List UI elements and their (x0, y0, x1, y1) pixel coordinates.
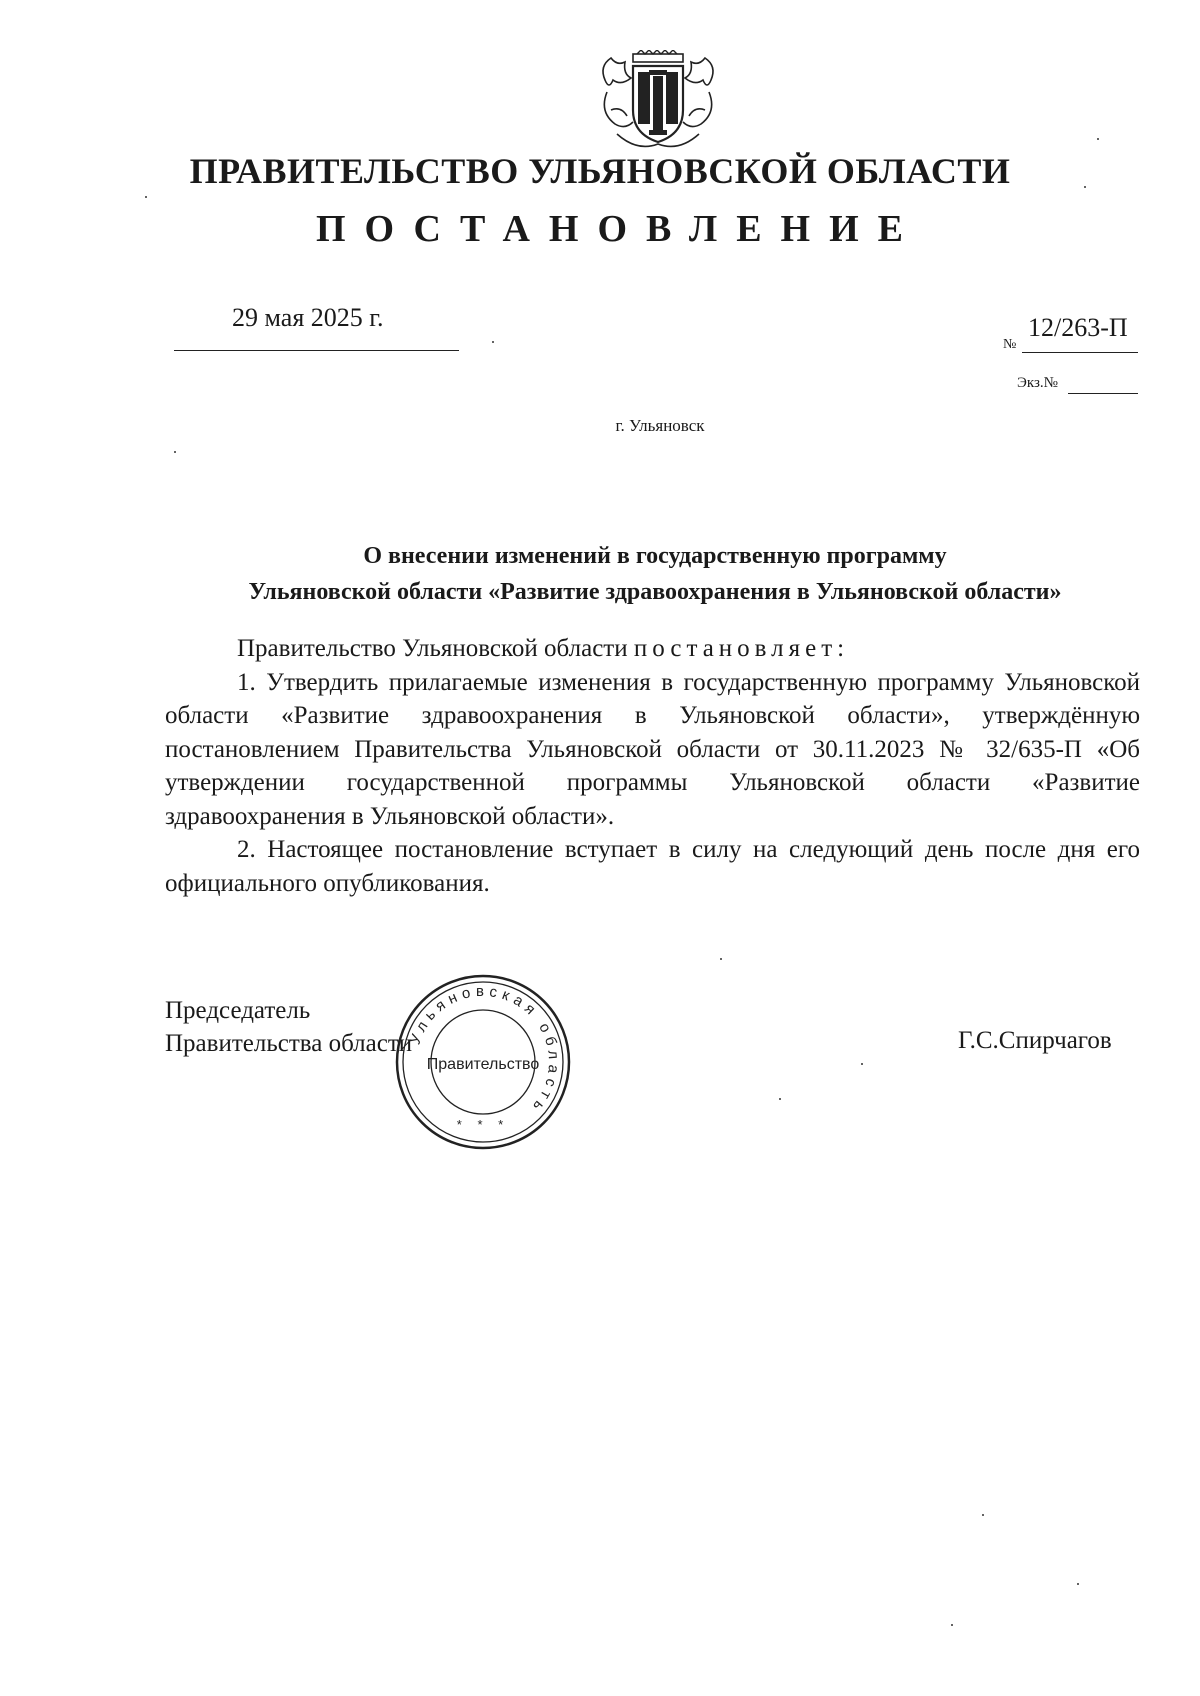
scan-speck (174, 451, 176, 453)
scan-speck (951, 1624, 953, 1626)
scan-speck (492, 341, 494, 343)
number-underline (1022, 352, 1138, 353)
document-date: 29 мая 2025 г. (232, 303, 384, 332)
official-seal-icon (394, 973, 572, 1151)
date-underline (174, 350, 459, 351)
resolution-intro (165, 632, 1140, 666)
scan-speck (1077, 1583, 1079, 1585)
resolution-item-1: 1. Утвердить прилагаемые изменения в государственную программу Ульяновской области «Развитие здравоохранения в Ульяновской области», утверждённую постановлением Правительства Ульяновской области от 30.11.2023 № 32/635-П «Об утверждении государственной программы Ульяновской области «Развитие здравоохранения в Ульяновской области». (165, 668, 1140, 830)
scan-speck (1084, 186, 1086, 188)
subject-line-1: О внесении изменений в государственную программу (363, 543, 947, 569)
copy-number-label: Экз.№ (1017, 375, 1058, 391)
scan-speck (861, 1063, 863, 1065)
subject-line-2: Ульяновской области «Развитие здравоохранения в Ульяновской области» (248, 579, 1062, 605)
government-title: ПРАВИТЕЛЬСТВО УЛЬЯНОВСКОЙ ОБЛАСТИ (189, 151, 1011, 191)
scan-speck (145, 196, 147, 198)
position-line-2: Правительства области (165, 1030, 413, 1057)
issue-city: г. Ульяновск (615, 416, 705, 435)
number-sign: № (1003, 337, 1017, 352)
intro-verb: постановляет: (633, 635, 850, 662)
document-number: 12/263-П (1028, 313, 1128, 342)
scan-speck (1097, 138, 1099, 140)
document-body (165, 632, 1140, 900)
intro-prefix: Правительство Ульяновской области (237, 635, 634, 662)
scan-speck (720, 958, 722, 960)
seal-ring-text: Ульяновская область (406, 982, 563, 1119)
copy-number-underline (1068, 393, 1138, 394)
signatory-name: Г.С.Спирчагов (958, 1027, 1112, 1054)
seal-stars: * * * (456, 1117, 510, 1132)
signatory-position (165, 994, 412, 1060)
document-subject (160, 538, 1150, 610)
coat-of-arms-icon (597, 50, 719, 154)
scan-speck (982, 1514, 984, 1516)
svg-text:Ульяновская область (407, 983, 563, 1118)
scan-speck (779, 1098, 781, 1100)
position-line-1: Председатель (165, 997, 311, 1024)
seal-center-text: Правительство (426, 1056, 540, 1073)
resolution-item-2: 2. Настоящее постановление вступает в силу на следующий день после дня его официального опубликования. (165, 836, 1140, 897)
document-type-title: ПОСТАНОВЛЕНИЕ (315, 208, 923, 250)
